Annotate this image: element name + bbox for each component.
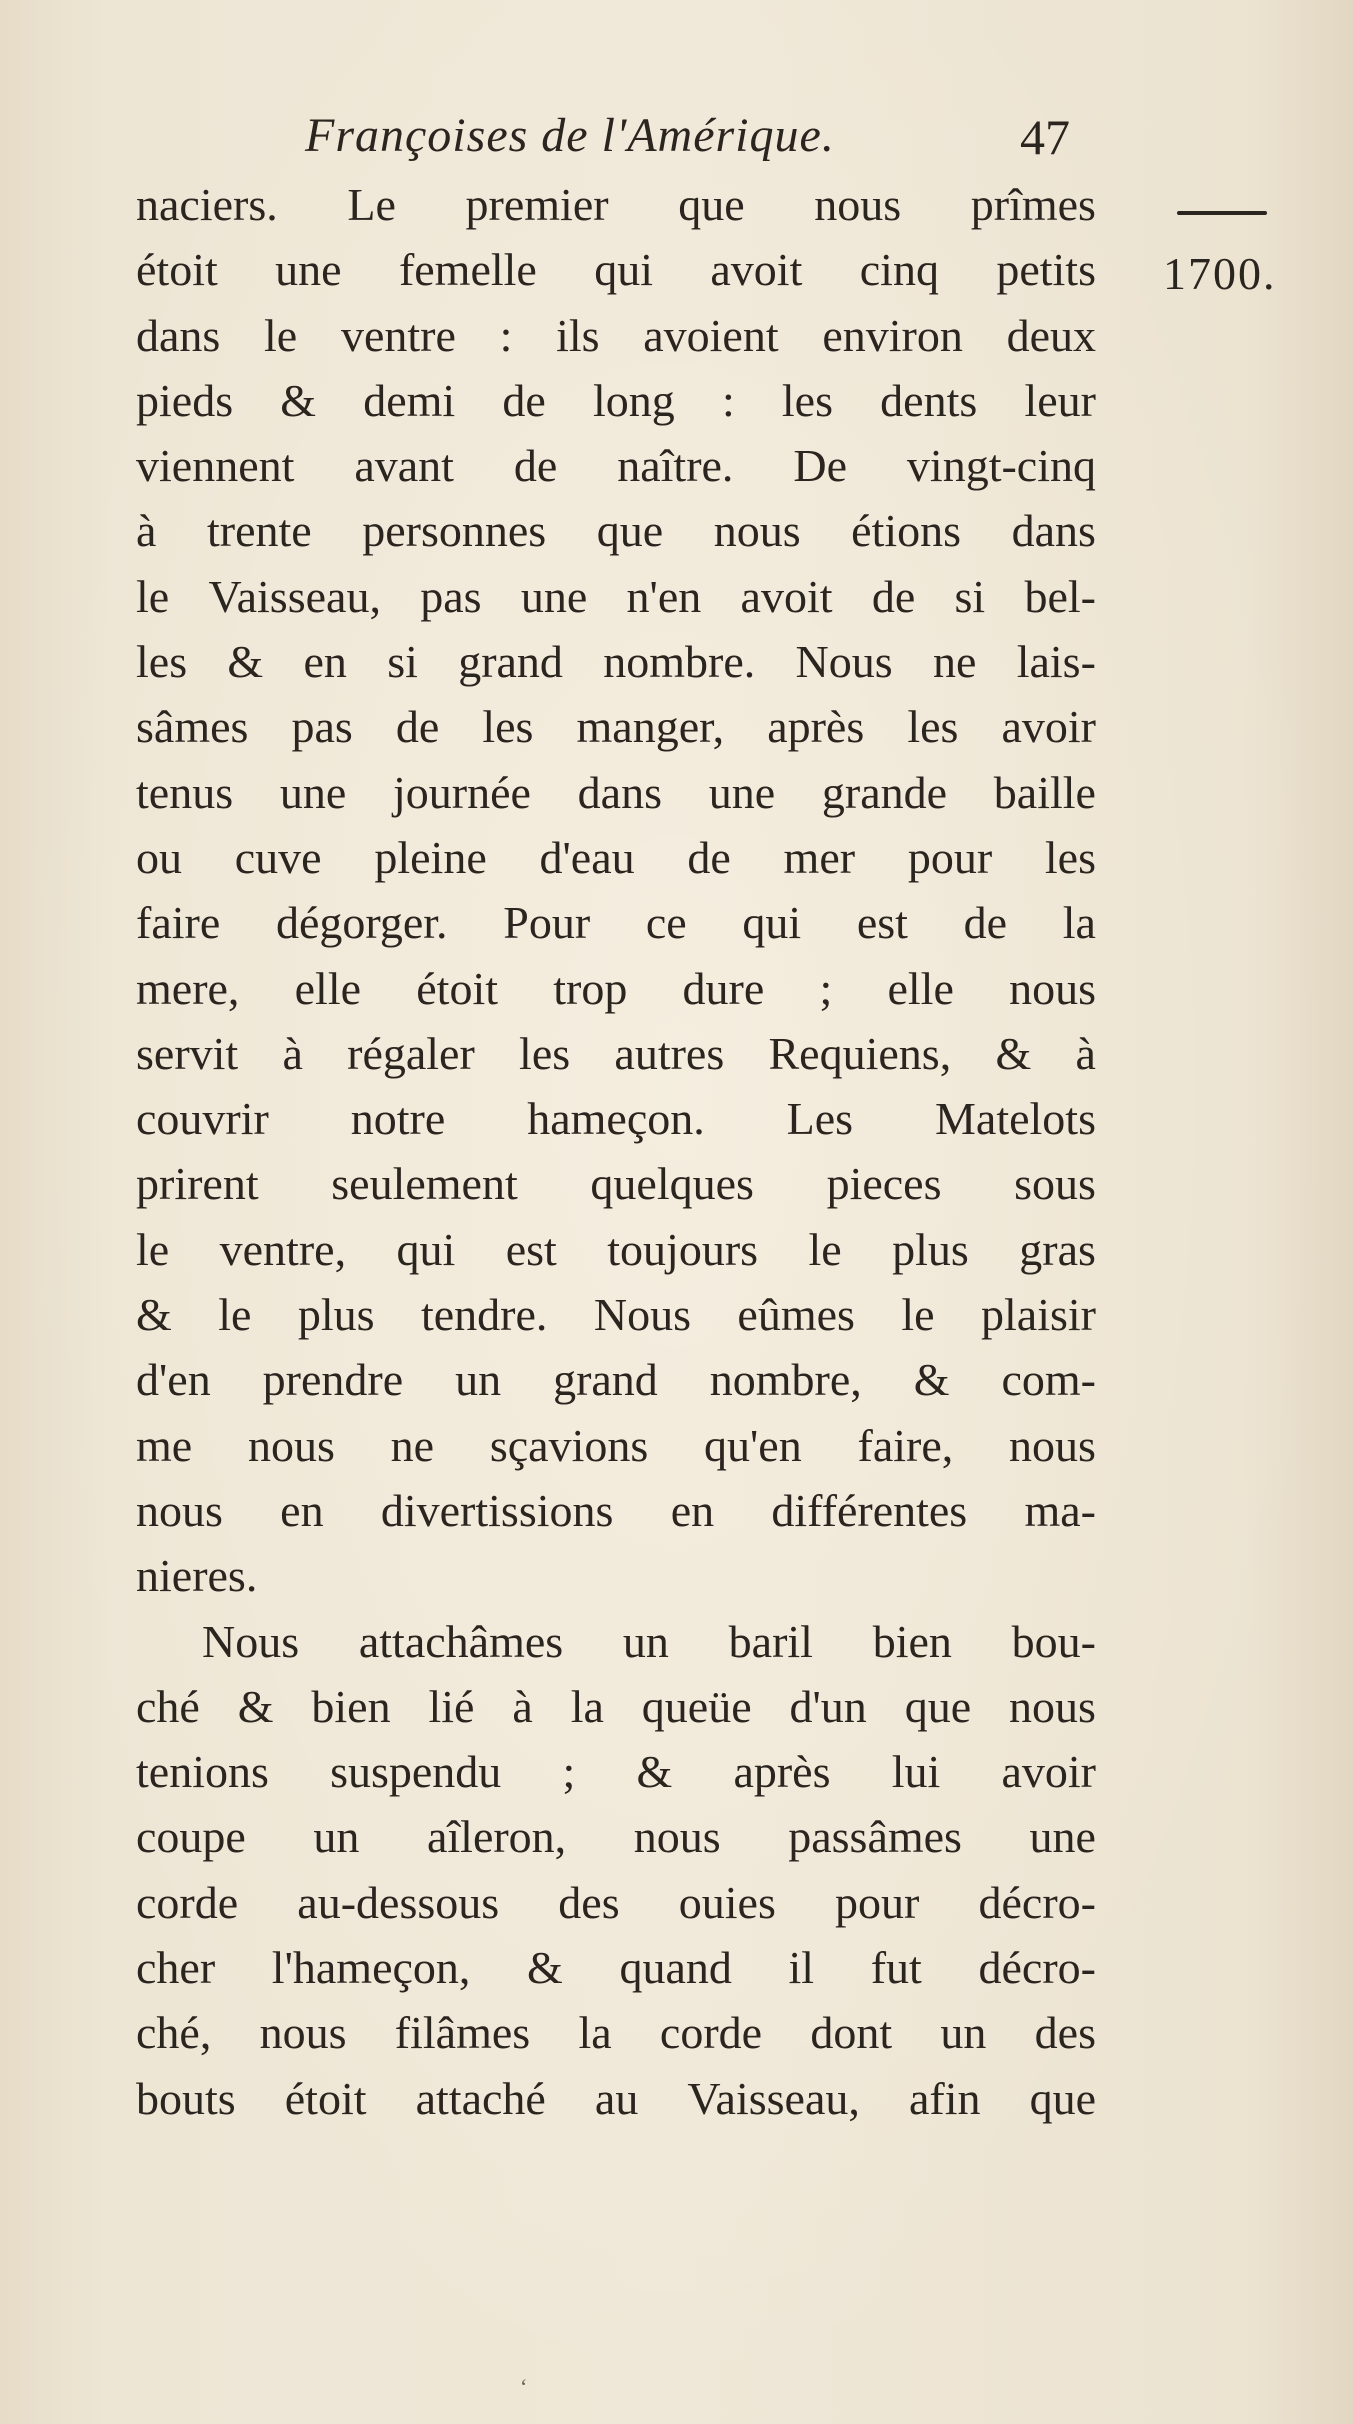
word: bien (872, 1615, 952, 1667)
word: baille (993, 766, 1096, 818)
word: ils (556, 309, 600, 361)
word: nous (1009, 1419, 1096, 1471)
word: hameçon. (527, 1093, 705, 1145)
word: ou (136, 831, 182, 883)
word: bouts (136, 2072, 236, 2124)
word: après (733, 1746, 831, 1798)
text-line (136, 1151, 1096, 1216)
word: Nous (593, 1289, 691, 1341)
word: ; (562, 1746, 576, 1798)
word: à (1075, 1027, 1096, 1079)
word: au (594, 2072, 639, 2124)
word: Les (786, 1093, 854, 1145)
word: plus (297, 1289, 375, 1341)
text-line (136, 1021, 1096, 1086)
text-line (136, 237, 1096, 302)
word: long (592, 374, 675, 426)
word: grande (821, 766, 948, 818)
word: couvrir (136, 1093, 269, 1145)
word: nombre. (603, 636, 756, 688)
word: nous (1009, 962, 1096, 1014)
margin-year: 1700. (1163, 248, 1277, 299)
word: ouies (678, 1876, 776, 1928)
text-line (136, 890, 1096, 955)
word: manger, (576, 701, 725, 753)
word: à (512, 1680, 533, 1732)
word: faire (136, 897, 221, 949)
word: nous (136, 1484, 223, 1536)
word: cher (136, 1942, 216, 1994)
word: pieds (136, 374, 234, 426)
text-line (136, 1086, 1096, 1151)
word: viennent (136, 440, 295, 492)
word: Vaisseau, (687, 2072, 860, 2124)
word: lais- (1016, 636, 1096, 688)
word: lié (428, 1680, 475, 1732)
word: tenus (136, 766, 234, 818)
word: deux (1006, 309, 1096, 361)
word: qui (396, 1223, 456, 1275)
word: suspendu (330, 1746, 502, 1798)
word: étoit (136, 244, 218, 296)
word: le (808, 1223, 842, 1275)
word: d'en (136, 1354, 211, 1406)
word: me (136, 1419, 193, 1471)
word: coupe (136, 1811, 246, 1863)
word: le (264, 309, 298, 361)
word: toujours (607, 1223, 759, 1275)
word: Nous (202, 1615, 300, 1667)
word: grand (458, 636, 563, 688)
word: naciers. (136, 179, 278, 230)
word: les (781, 374, 833, 426)
word: Pour (503, 897, 591, 949)
word: les (519, 1027, 571, 1079)
word: en (670, 1484, 715, 1536)
word: servit (136, 1027, 239, 1079)
word: plaisir (981, 1289, 1096, 1341)
text-line-paragraph-start (136, 1609, 1096, 1674)
word: pieces (826, 1158, 942, 1210)
word: ché (136, 1680, 200, 1732)
word: lui (891, 1746, 941, 1798)
word: dégorger. (275, 897, 448, 949)
word: & (237, 1680, 274, 1732)
word: n'en (626, 570, 702, 622)
word: le (901, 1289, 935, 1341)
word: ce (645, 897, 687, 949)
word: cinq (859, 244, 939, 296)
word: en (303, 636, 347, 688)
word: avoir (1001, 701, 1096, 753)
text-line (136, 303, 1096, 368)
word: ne (390, 1419, 435, 1471)
word: seulement (331, 1158, 518, 1210)
word: tenions (136, 1746, 269, 1798)
word: de (502, 374, 546, 426)
word: leur (1024, 374, 1096, 426)
word: étoit (284, 2072, 367, 2124)
word: il (788, 1942, 815, 1994)
word: gras (1019, 1223, 1096, 1275)
word: bien (311, 1680, 391, 1732)
word: d'eau (539, 831, 635, 883)
body-text (136, 172, 1096, 2131)
word: étoit (416, 962, 499, 1014)
word: prendre (262, 1354, 404, 1406)
word: les (907, 701, 959, 753)
word: queüe (641, 1680, 752, 1732)
word: elle (887, 962, 954, 1014)
text-line (136, 629, 1096, 694)
word: l'hameçon, (271, 1942, 471, 1994)
word: & (527, 1942, 563, 1994)
word: le (136, 570, 170, 622)
word: Vaisseau, (208, 570, 381, 622)
text-line (136, 2000, 1096, 2065)
word: premier (465, 179, 609, 230)
word: décro- (978, 1876, 1096, 1928)
word: pleine (374, 831, 487, 883)
word: un (940, 2007, 987, 2059)
word: la (578, 2007, 612, 2059)
word: pas (420, 570, 482, 622)
word: Matelots (935, 1093, 1096, 1145)
word: en (280, 1484, 324, 1536)
word: qui (742, 897, 802, 949)
word: vingt-cinq (906, 440, 1096, 492)
word: de (513, 440, 558, 492)
text-line (136, 1478, 1096, 1543)
word: faire, (857, 1419, 954, 1471)
word: environ (822, 309, 963, 361)
word: avoient (643, 309, 779, 361)
word: une (1029, 1811, 1096, 1863)
word: de (687, 831, 731, 883)
word: nous (633, 1811, 721, 1863)
word: un (622, 1615, 669, 1667)
word: personnes (362, 505, 547, 557)
text-line (136, 1870, 1096, 1935)
word: le (218, 1289, 252, 1341)
word: De (793, 440, 847, 492)
word: sous (1014, 1158, 1096, 1210)
text-line (136, 1217, 1096, 1282)
text-line (136, 825, 1096, 890)
word: décro- (978, 1942, 1096, 1994)
word: nous (713, 505, 801, 557)
word: à (282, 1027, 303, 1079)
word: trop (553, 962, 628, 1014)
word: à (136, 505, 157, 557)
word: & (913, 1354, 950, 1406)
word: naître. (617, 440, 734, 492)
word: journée (393, 766, 531, 818)
word: régaler (347, 1027, 475, 1079)
word: sçavions (489, 1419, 649, 1471)
word: bou- (1011, 1615, 1096, 1667)
word: avant (354, 440, 454, 492)
word: que (1029, 2072, 1096, 2124)
word: est (856, 897, 908, 949)
word: plus (892, 1223, 969, 1275)
word: filâmes (394, 2007, 531, 2059)
word: pour (835, 1876, 920, 1928)
word: dans (1011, 505, 1096, 557)
word: Le (347, 179, 396, 230)
page-header (130, 108, 1090, 168)
word: nous (259, 2007, 347, 2059)
word: pour (907, 831, 993, 883)
word: corde (136, 1876, 239, 1928)
word: que (904, 1680, 972, 1732)
word: attaché (415, 2072, 546, 2124)
text-line (136, 433, 1096, 498)
word: trente (206, 505, 312, 557)
word: : (721, 374, 735, 426)
text-line (136, 956, 1096, 1021)
word: ne (932, 636, 977, 688)
word: que (678, 179, 745, 230)
word: avoit (710, 244, 803, 296)
word: mere, (136, 962, 240, 1014)
text-line (136, 760, 1096, 825)
text-line (136, 1935, 1096, 2000)
word: des (1034, 2007, 1096, 2059)
word: corde (659, 2007, 763, 2059)
margin-rule (1177, 211, 1267, 215)
text-line (136, 1674, 1096, 1739)
word: qui (594, 244, 654, 296)
text-line: nieres. (136, 1550, 258, 1602)
word: si (954, 570, 986, 622)
text-line (136, 368, 1096, 433)
page-number: 47 (1020, 109, 1070, 165)
word: dure (682, 962, 765, 1014)
text-line (136, 1739, 1096, 1804)
text-line (136, 1413, 1096, 1478)
text-line (136, 1347, 1096, 1412)
text-line (136, 694, 1096, 759)
word: nous (1009, 1680, 1096, 1732)
word: une (708, 766, 776, 818)
word: une (520, 570, 588, 622)
word: le (136, 1223, 170, 1275)
word: ventre (340, 309, 456, 361)
word: si (387, 636, 418, 688)
word: passâmes (788, 1811, 962, 1863)
word: com- (1001, 1354, 1096, 1406)
word: dans (577, 766, 662, 818)
word: cuve (234, 831, 322, 883)
word: afin (908, 2072, 981, 2124)
word: aîleron, (426, 1811, 567, 1863)
word: après (767, 701, 865, 753)
word: & (136, 1289, 172, 1341)
word: & (227, 636, 264, 688)
word: ma- (1024, 1484, 1096, 1536)
word: avoit (740, 570, 833, 622)
word: les (1044, 831, 1096, 883)
word: petits (996, 244, 1096, 296)
word: d'un (789, 1680, 867, 1732)
word: grand (553, 1354, 658, 1406)
word: de (871, 570, 916, 622)
word: prirent (136, 1158, 259, 1210)
text-line (136, 2066, 1096, 2131)
word: ; (819, 962, 833, 1014)
word: & (636, 1746, 673, 1798)
word: ché, (136, 2007, 212, 2059)
word: avoir (1001, 1746, 1096, 1798)
word: les (136, 636, 188, 688)
word: nous (247, 1419, 335, 1471)
word: les (482, 701, 534, 753)
word: & (995, 1027, 1032, 1079)
word: demi (363, 374, 456, 426)
word: des (558, 1876, 620, 1928)
word: fut (870, 1942, 922, 1994)
word: : (499, 309, 513, 361)
word: nombre, (709, 1354, 862, 1406)
word: quand (619, 1942, 732, 1994)
text-line (136, 172, 1096, 237)
word: divertissions (380, 1484, 614, 1536)
running-title: Françoises de l'Amérique. (305, 109, 835, 162)
word: un (313, 1811, 360, 1863)
word: étions (851, 505, 962, 557)
word: que (596, 505, 664, 557)
word: nous (814, 179, 902, 230)
word: une (275, 244, 342, 296)
text-line (136, 1282, 1096, 1347)
word: baril (728, 1615, 813, 1667)
print-mark: ‘ (520, 2374, 528, 2399)
word: dans (136, 309, 221, 361)
text-line (136, 498, 1096, 563)
word: au-dessous (297, 1876, 500, 1928)
word: sâmes (136, 701, 249, 753)
text-line (136, 1804, 1096, 1869)
word: différentes (771, 1484, 968, 1536)
word: tendre. (420, 1289, 548, 1341)
word: prîmes (970, 179, 1096, 230)
word: de (963, 897, 1008, 949)
word: de (395, 701, 440, 753)
word: femelle (398, 244, 537, 296)
word: qu'en (704, 1419, 802, 1471)
word: autres (614, 1027, 725, 1079)
word: & (280, 374, 317, 426)
word: notre (350, 1093, 446, 1145)
word: un (455, 1354, 502, 1406)
word: la (1062, 897, 1096, 949)
word: Nous (795, 636, 893, 688)
word: dents (880, 374, 978, 426)
word: est (505, 1223, 557, 1275)
word: une (279, 766, 347, 818)
word: dont (810, 2007, 893, 2059)
word: quelques (590, 1158, 754, 1210)
word: mer (783, 831, 856, 883)
word: elle (294, 962, 362, 1014)
word: Requiens, (768, 1027, 952, 1079)
word: bel- (1024, 570, 1096, 622)
word: attachâmes (358, 1615, 564, 1667)
word: eûmes (737, 1289, 855, 1341)
word: pas (291, 701, 353, 753)
word: la (570, 1680, 604, 1732)
word: ventre, (219, 1223, 347, 1275)
text-line (136, 564, 1096, 629)
